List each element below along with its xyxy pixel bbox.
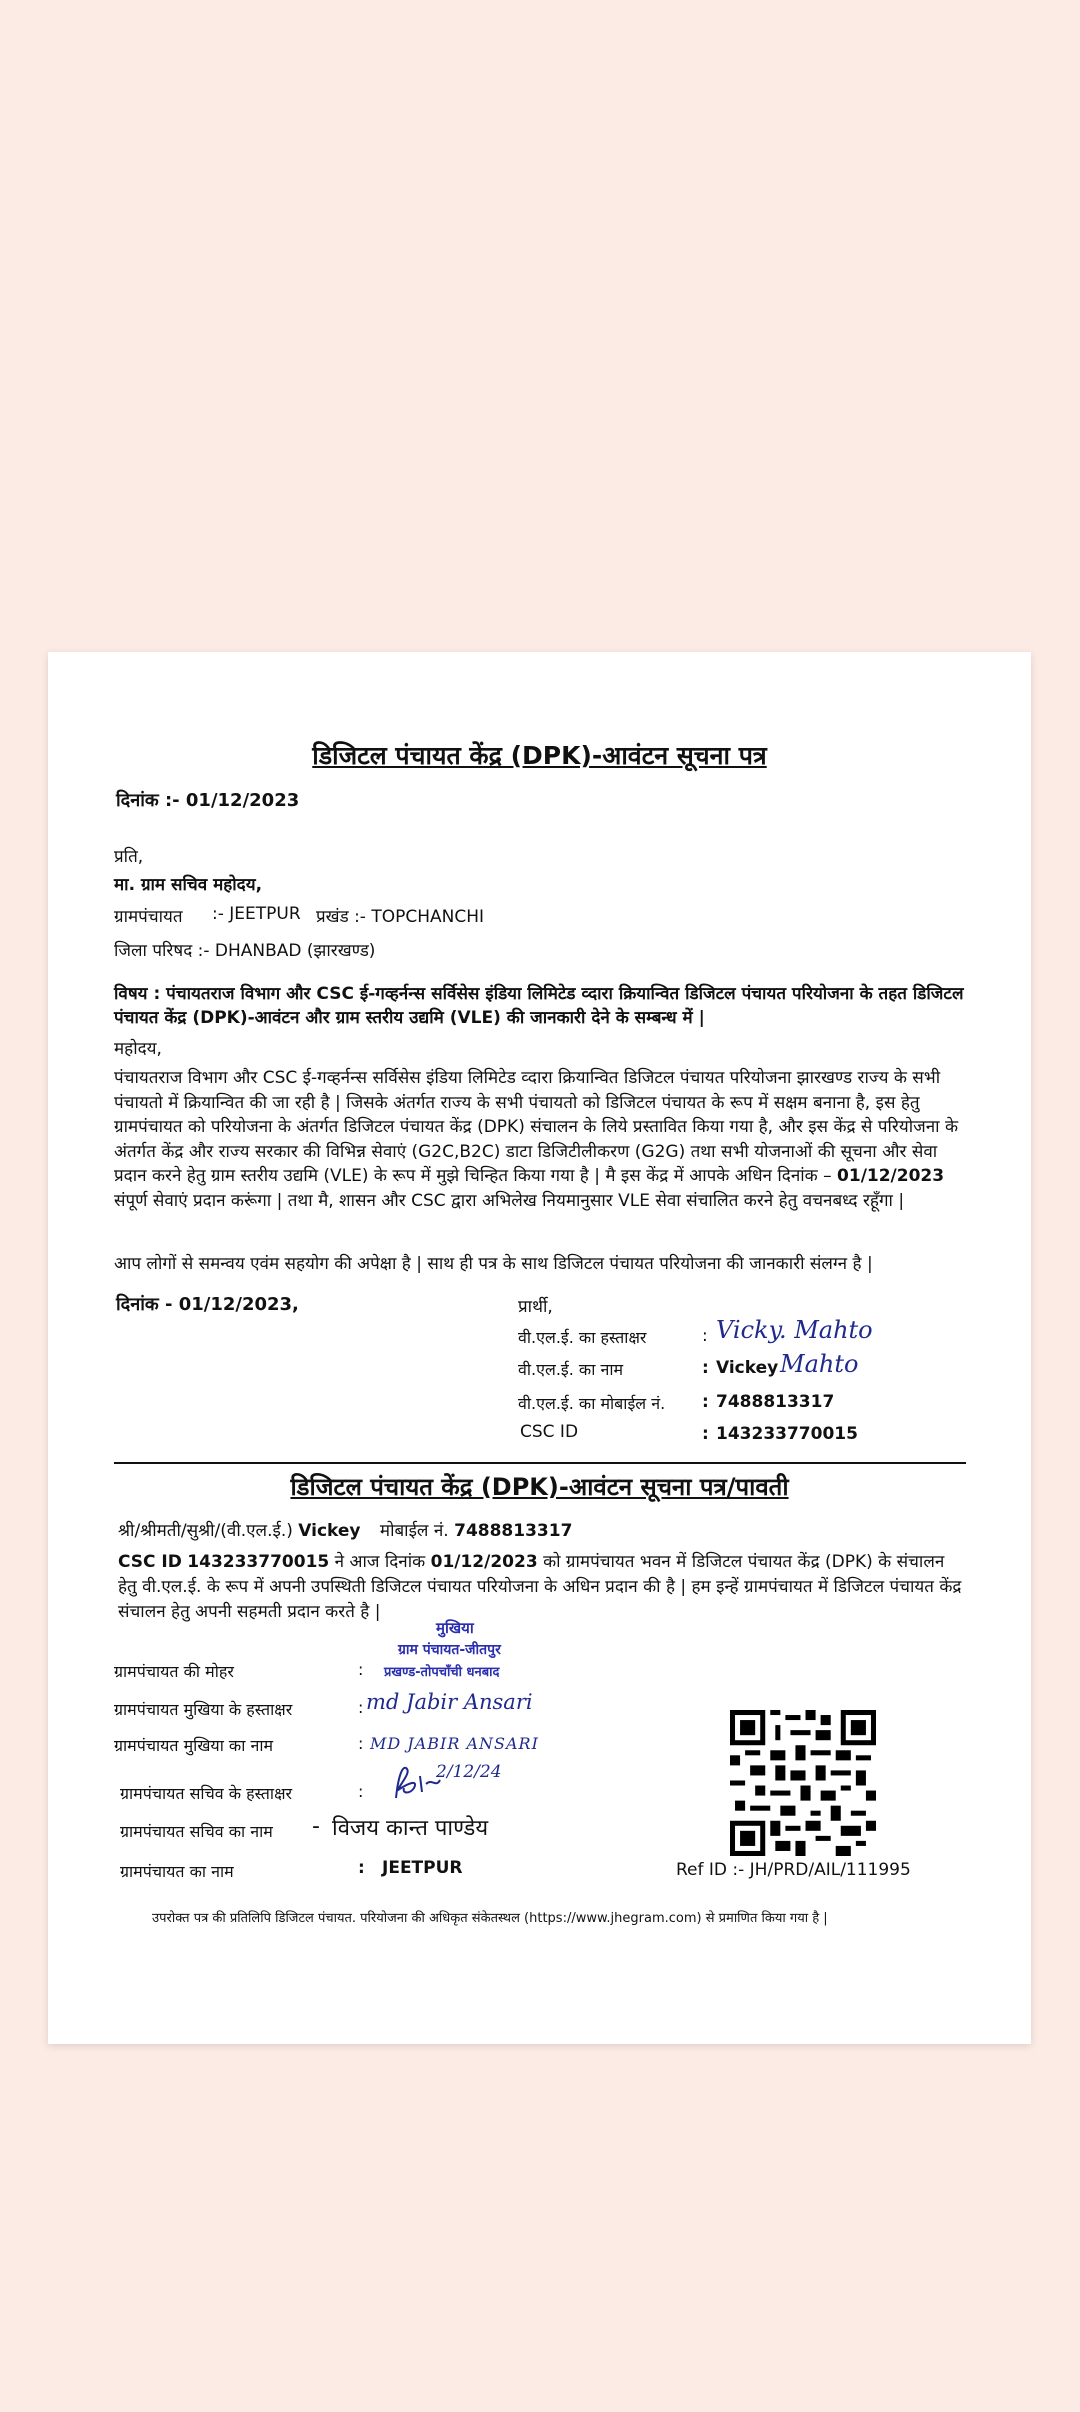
colon: : — [702, 1424, 709, 1444]
vle-name-handwritten: Mahto — [780, 1350, 859, 1378]
receipt-paragraph — [118, 1550, 968, 1625]
prati-line: प्रति, — [114, 847, 144, 867]
colon: : — [702, 1326, 708, 1346]
receipt-mobile-label: मोबाईल नं. — [379, 1521, 449, 1541]
addressee: मा. ग्राम सचिव महोदय, — [114, 875, 263, 895]
receipt-csc-value: 143233770015 — [187, 1552, 330, 1572]
mukhiya-name-value: MD JABIR ANSARI — [370, 1734, 539, 1753]
sachiv-name-label: ग्रामपंचायत सचिव का नाम — [120, 1822, 273, 1841]
dash: - — [312, 1814, 320, 1839]
vle-mobile-label: वी.एल.ई. का मोबाईल नं. — [518, 1394, 666, 1413]
receipt-vle-prefix: श्री/श्रीमती/सुश्री/(वी.एल.ई.) — [118, 1521, 293, 1541]
body-date: 01/12/2023 — [837, 1166, 945, 1186]
sachiv-sign-date: 2/12/24 — [436, 1762, 502, 1782]
qr-code-icon — [730, 1710, 876, 1856]
sachiv-sign-label: ग्रामपंचायत सचिव के हस्ताक्षर — [120, 1784, 293, 1803]
vle-name-value: Vickey — [716, 1358, 779, 1378]
body-text: पंचायतराज विभाग और CSC ई-गव्हर्नन्स सर्विसेस इंडिया लिमिटेड व्दारा क्रियान्वित डिजिटल पंचायत परियोजना झारखण्ड राज्य के सभी पंचायतो में क्रियान्वित की जा रही है | जिसके अंतर्गत राज्य के सभी पंचायतो को डिजिटल पंचायत के रूप में सक्षम बनाना है, इस हेतु ग्रामपंचायत को परियोजना के अंतर्गत डिजिटल पंचायत केंद्र (DPK) संचालन के लिये प्रस्तावित किया गया है, और इस केंद्र से परियोजना के अंतर्गत केंद्र और राज्य सरकार की विभिन्न सेवाएं (G2C,B2C) डाटा डिजिटीलीकरण (G2G) तथा सभी योजनाओं की सूचना और सेवा प्रदान करने हेतु ग्राम स्तरीय उद्यमि (VLE) के रूप में मुझे चिन्हित किया गया है | मै इस केंद्र में आपके अधिन दिनांक – — [114, 1068, 959, 1186]
gp-label: ग्रामपंचायत — [114, 907, 183, 927]
vle-name-label: वी.एल.ई. का नाम — [518, 1360, 624, 1379]
stamp-line-1: मुखिया — [436, 1619, 474, 1637]
mukhiya-signature: md Jabir Ansari — [366, 1690, 533, 1714]
sachiv-name-value: विजय कान्त पाण्डेय — [332, 1816, 489, 1841]
csc-label: CSC ID — [520, 1422, 579, 1442]
mukhiya-sign-label: ग्रामपंचायत मुखिया के हस्ताक्षर — [114, 1700, 293, 1719]
receipt-para-b: को ग्रामपंचायत भवन में डिजिटल पंचायत केंद्र (DPK) के संचालन हेतु वी.एल.ई. के रूप में अपनी उपस्थिती डिजिटल पंचायत परियोजना के अधिन प्रदान की है | हम इन्हें ग्रामपंचायत में डिजिटल पंचायत केंद्र संचालन हेतु अपनी सहमती प्रदान करते है | — [118, 1552, 962, 1622]
page-title: डिजिटल पंचायत केंद्र (DPK)-आवंटन सूचना पत्र — [312, 741, 767, 770]
block-label: प्रखंड :- TOPCHANCHI — [316, 907, 485, 927]
applicant-label: प्रार्थी, — [518, 1297, 553, 1317]
gp-name-label: ग्रामपंचायत का नाम — [120, 1862, 234, 1881]
colon: : — [358, 1734, 364, 1753]
seal-label: ग्रामपंचायत की मोहर — [114, 1662, 234, 1681]
vle-mobile-value: 7488813317 — [716, 1392, 835, 1412]
body-end: संपूर्ण सेवाएं प्रदान करूंगा | तथा मै, शासन और CSC द्वारा अभिलेख नियमानुसार VLE सेवा संचालित करने हेतु वचनबध्द रहूँगा | — [114, 1190, 905, 1211]
colon: : — [358, 1858, 365, 1878]
district-line: जिला परिषद :- DHANBAD (झारखण्ड) — [114, 941, 376, 961]
mukhiya-name-label: ग्रामपंचायत मुखिया का नाम — [114, 1736, 274, 1755]
section-divider — [114, 1462, 966, 1464]
receipt-title: डिजिटल पंचायत केंद्र (DPK)-आवंटन सूचना पत्र/पावती — [290, 1473, 789, 1501]
salutation: महोदय, — [114, 1039, 162, 1059]
letter-date: दिनांक :- 01/12/2023 — [116, 790, 300, 811]
receipt-vle-name: Vickey — [298, 1521, 361, 1541]
gp-name-value: JEETPUR — [382, 1858, 463, 1878]
body-paragraph — [114, 1066, 972, 1213]
receipt-para-a: ने आज दिनांक — [334, 1552, 426, 1572]
stamp-line-3: प्रखण्ड-तोपचाँची धनबाद — [384, 1665, 500, 1680]
receipt-para-date: 01/12/2023 — [430, 1552, 538, 1572]
colon: : — [358, 1782, 364, 1801]
receipt-mobile-value: 7488813317 — [454, 1521, 573, 1541]
colon: : — [702, 1358, 709, 1378]
vle-sign-label: वी.एल.ई. का हस्ताक्षर — [518, 1328, 647, 1347]
colon: : — [702, 1392, 709, 1412]
colon: : — [358, 1698, 364, 1717]
csc-value: 143233770015 — [716, 1424, 858, 1444]
ref-id: Ref ID :- JH/PRD/AIL/111995 — [676, 1860, 911, 1880]
gp-value: :- JEETPUR — [212, 904, 301, 924]
footer-note: उपरोक्त पत्र की प्रतिलिपि डिजिटल पंचायत. परियोजना की अधिकृत संकेतस्थल (https://www.jhegram.com) से प्रमाणित किया गया है | — [152, 1911, 828, 1926]
vle-signature: Vicky. Mahto — [716, 1316, 873, 1344]
closing-line: आप लोगों से समन्वय एवंम सहयोग की अपेक्षा है | साथ ही पत्र के साथ डिजिटल पंचायत परियोजना की जानकारी संलग्न है | — [114, 1254, 873, 1274]
document-page — [48, 652, 1031, 2044]
stamp-line-2: ग्राम पंचायत-जीतपुर — [398, 1642, 501, 1658]
receipt-csc-prefix: CSC ID — [118, 1552, 182, 1572]
receipt-vle-line — [118, 1518, 572, 1541]
colon: : — [358, 1660, 364, 1679]
subject-paragraph: विषय : पंचायतराज विभाग और CSC ई-गव्हर्नन्स सर्विसेस इंडिया लिमिटेड व्दारा क्रियान्वित डिजिटल पंचायत परियोजना के तहत डिजिटल पंचायत केंद्र (DPK)-आवंटन और ग्राम स्तरीय उद्यमि (VLE) की जानकारी देने के सम्बन्ध में | — [114, 984, 964, 1028]
letter-date-2: दिनांक - 01/12/2023, — [116, 1294, 299, 1315]
